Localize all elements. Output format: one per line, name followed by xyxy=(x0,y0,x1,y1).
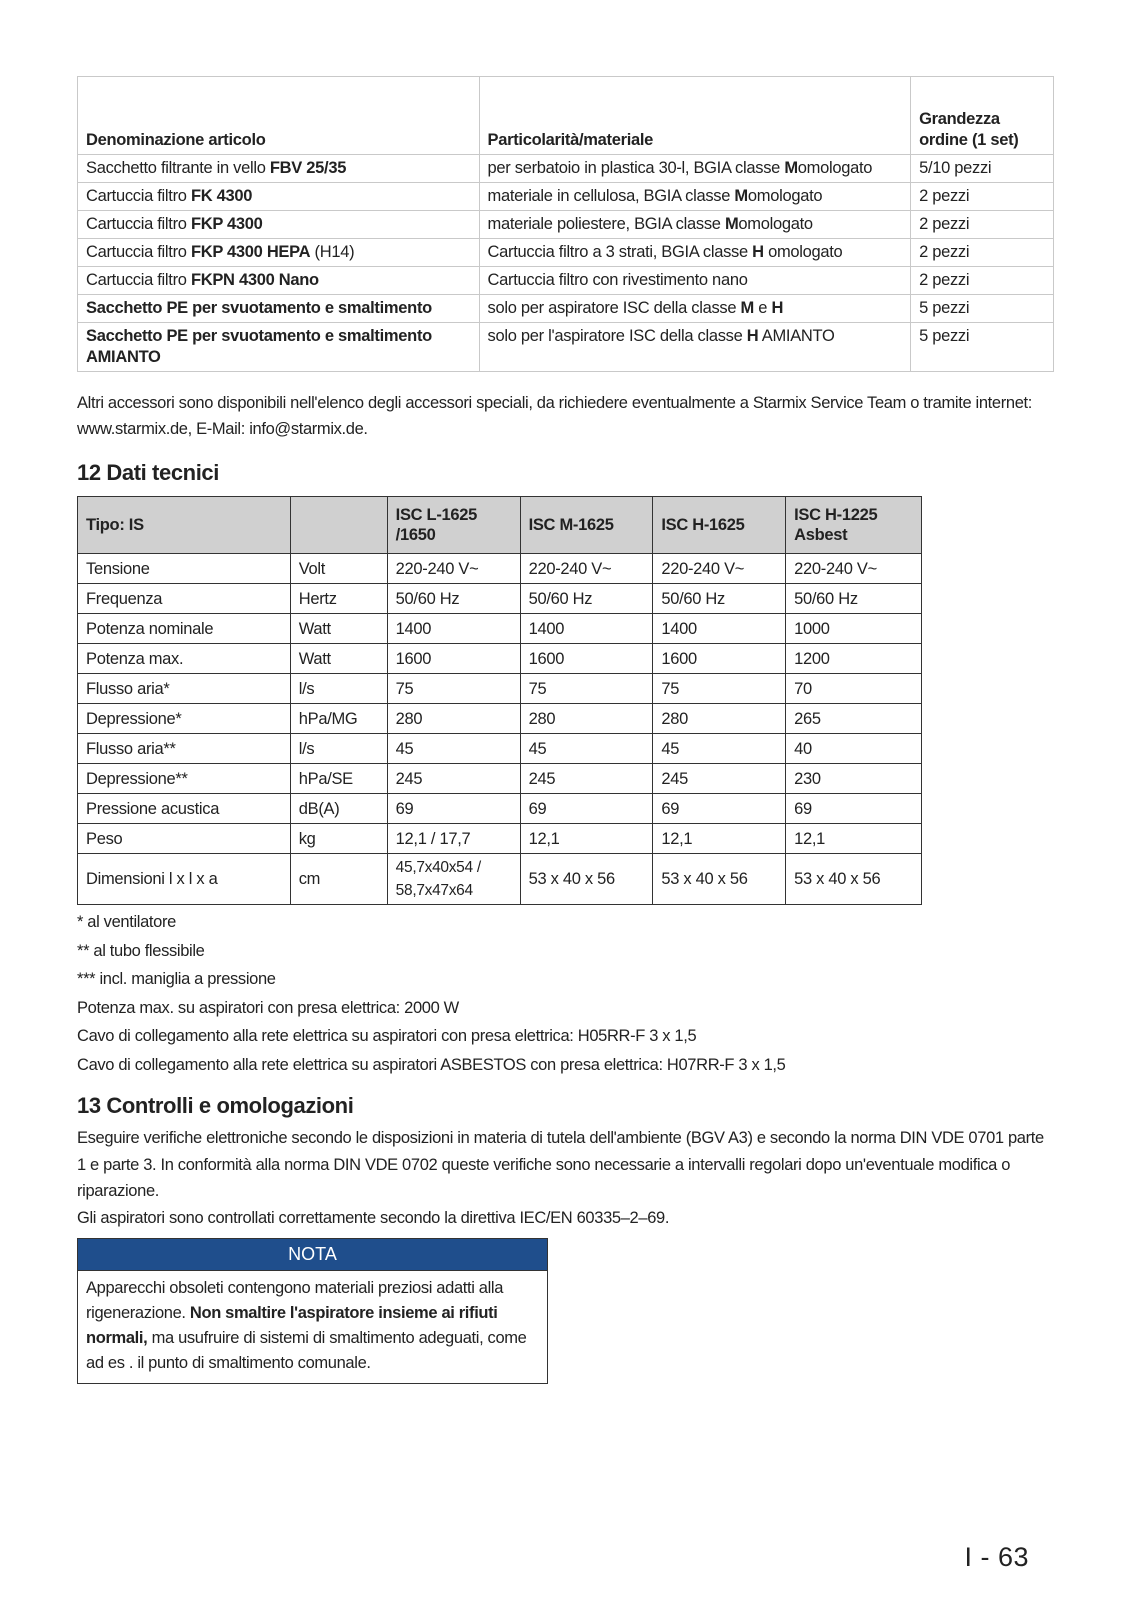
value-m1625-cell: 12,1 xyxy=(520,824,653,854)
value-l1625-cell: 69 xyxy=(387,794,520,824)
accessory-material-text: materiale in cellulosa, BGIA classe xyxy=(487,187,735,205)
accessory-name-code: FK 4300 xyxy=(190,187,253,205)
tech-row xyxy=(78,794,922,824)
param-unit-cell: hPa/MG xyxy=(290,704,387,734)
footnote-line: * al ventilatore xyxy=(77,913,176,931)
tech-row xyxy=(78,554,922,584)
value-h1625-cell: 1400 xyxy=(653,614,786,644)
param-unit-cell: dB(A) xyxy=(290,794,387,824)
accessory-material-joiner: e xyxy=(754,299,772,317)
accessory-name-cell xyxy=(78,155,480,183)
tech-row xyxy=(78,644,922,674)
section-12-title: 12 Dati tecnici xyxy=(77,460,219,485)
param-name-cell: Dimensioni l x l x a xyxy=(78,854,291,905)
accessory-quantity-cell: 2 pezzi xyxy=(911,267,1054,295)
accessory-material-class: M xyxy=(784,159,798,177)
accessory-row xyxy=(78,155,1054,183)
param-name-cell: Depressione* xyxy=(78,704,291,734)
tech-header-row xyxy=(78,497,922,554)
accessories-body xyxy=(78,155,1054,372)
tech-data-body xyxy=(78,554,922,905)
accessory-name-cell xyxy=(78,183,480,211)
param-unit-cell: l/s xyxy=(290,674,387,704)
value-h1225-cell: 265 xyxy=(786,704,922,734)
param-name-cell: Pressione acustica xyxy=(78,794,291,824)
accessory-name-suffix: (H14) xyxy=(310,243,355,261)
param-name-cell: Potenza max. xyxy=(78,644,291,674)
accessory-row xyxy=(78,211,1054,239)
accessory-material-class-2: H xyxy=(771,299,784,317)
accessory-material-suffix: omologato xyxy=(763,243,843,261)
param-name-cell: Potenza nominale xyxy=(78,614,291,644)
accessory-row xyxy=(78,267,1054,295)
value-h1625-cell: 45 xyxy=(653,734,786,764)
value-l1625-cell: 280 xyxy=(387,704,520,734)
accessory-row xyxy=(78,183,1054,211)
footnote-line: ** al tubo flessibile xyxy=(77,941,205,960)
header-tipo: Tipo: IS xyxy=(78,497,291,554)
accessory-name-prefix: Sacchetto filtrante in vello xyxy=(86,159,270,177)
page-number: I - 63 xyxy=(964,1542,1029,1572)
value-m1625-cell: 45 xyxy=(520,734,653,764)
section-13-paragraph-2: Gli aspiratori sono controllati correttamente secondo la direttiva IEC/EN 60335–2–69. xyxy=(77,1208,670,1227)
accessory-material-cell xyxy=(479,295,911,323)
accessory-material-text: solo per l'aspiratore ISC della classe xyxy=(487,327,747,345)
tech-row xyxy=(78,734,922,764)
nota-box xyxy=(77,1238,548,1384)
accessory-name-cell xyxy=(78,323,480,372)
tech-row xyxy=(78,704,922,734)
nota-body xyxy=(78,1271,547,1383)
value-h1225-cell: 230 xyxy=(786,764,922,794)
value-m1625-cell: 220-240 V~ xyxy=(520,554,653,584)
value-h1225-cell: 12,1 xyxy=(786,824,922,854)
accessory-material-class: M xyxy=(740,299,754,317)
value-l1625-cell: 45 xyxy=(387,734,520,764)
footnote-line: Potenza max. su aspiratori con presa elettrica: 2000 W xyxy=(77,998,459,1017)
accessory-name-prefix: Cartuccia filtro xyxy=(86,243,191,261)
accessory-material-cell xyxy=(479,211,911,239)
value-h1225-cell: 69 xyxy=(786,794,922,824)
accessory-material-text: materiale poliestere, BGIA classe xyxy=(487,215,725,233)
value-m1625-cell: 75 xyxy=(520,674,653,704)
value-h1225-cell: 53 x 40 x 56 xyxy=(786,854,922,905)
param-name-cell: Depressione** xyxy=(78,764,291,794)
accessory-name-cell xyxy=(78,295,480,323)
header-denominazione: Denominazione articolo xyxy=(78,77,480,155)
tech-data-table xyxy=(77,496,922,905)
accessory-material-text: Cartuccia filtro con rivestimento nano xyxy=(487,271,748,289)
accessory-quantity-cell: 5 pezzi xyxy=(911,323,1054,372)
param-unit-cell: cm xyxy=(290,854,387,905)
accessory-material-text: Cartuccia filtro a 3 strati, BGIA classe xyxy=(487,243,753,261)
header-model-h1625: ISC H-1625 xyxy=(653,497,786,554)
accessory-material-suffix: AMIANTO xyxy=(758,327,835,345)
accessory-material-suffix: omologato xyxy=(738,215,813,233)
value-l1625-cell: 50/60 Hz xyxy=(387,584,520,614)
accessory-material-text: per serbatoio in plastica 30-l, BGIA classe xyxy=(487,159,785,177)
header-model-l1625: ISC L-1625 /1650 xyxy=(387,497,520,554)
nota-text-pre: Apparecchi obsoleti contengono materiali preziosi adatti alla rigenerazione. xyxy=(86,1279,504,1322)
value-m1625-cell: 1400 xyxy=(520,614,653,644)
value-h1225-cell: 70 xyxy=(786,674,922,704)
header-model-h1225: ISC H-1225 Asbest xyxy=(786,497,922,554)
tech-row xyxy=(78,614,922,644)
param-unit-cell: l/s xyxy=(290,734,387,764)
accessory-material-suffix: omologato xyxy=(797,159,873,177)
accessory-quantity-cell: 2 pezzi xyxy=(911,211,1054,239)
value-m1625-cell: 53 x 40 x 56 xyxy=(520,854,653,905)
value-h1625-cell: 75 xyxy=(653,674,786,704)
footnote-line: Cavo di collegamento alla rete elettrica su aspiratori ASBESTOS con presa elettrica: H07RR-F 3 x 1,5 xyxy=(77,1055,786,1074)
tech-row xyxy=(78,674,922,704)
accessory-material-class: M xyxy=(724,215,739,233)
value-h1625-cell: 50/60 Hz xyxy=(653,584,786,614)
accessory-quantity-cell: 5 pezzi xyxy=(911,295,1054,323)
accessory-material-text: solo per aspiratore ISC della classe xyxy=(487,299,741,317)
value-h1625-cell: 280 xyxy=(653,704,786,734)
tech-footnotes xyxy=(77,908,1056,1079)
param-name-cell: Flusso aria** xyxy=(78,734,291,764)
param-name-cell: Frequenza xyxy=(78,584,291,614)
value-m1625-cell: 280 xyxy=(520,704,653,734)
accessory-name-prefix: Cartuccia filtro xyxy=(86,271,191,289)
value-h1225-cell: 1000 xyxy=(786,614,922,644)
value-h1625-cell: 69 xyxy=(653,794,786,824)
header-unit xyxy=(290,497,387,554)
footnote-line: Cavo di collegamento alla rete elettrica su aspiratori con presa elettrica: H05RR-F 3 x 1,5 xyxy=(77,1027,697,1045)
value-m1625-cell: 50/60 Hz xyxy=(520,584,653,614)
accessory-name-code: FBV 25/35 xyxy=(269,159,347,177)
accessory-name-prefix: Cartuccia filtro xyxy=(86,215,191,233)
accessory-row xyxy=(78,295,1054,323)
tech-row xyxy=(78,854,922,905)
value-m1625-cell: 1600 xyxy=(520,644,653,674)
accessory-material-cell xyxy=(479,323,911,372)
nota-text-bold: Non smaltire l'aspiratore insieme ai rifiuti normali, xyxy=(86,1304,498,1347)
accessory-material-cell xyxy=(479,267,911,295)
value-h1225-cell: 40 xyxy=(786,734,922,764)
accessory-quantity-cell: 2 pezzi xyxy=(911,183,1054,211)
value-l1625-cell: 245 xyxy=(387,764,520,794)
accessory-material-class: H xyxy=(752,243,764,261)
accessories-header-row xyxy=(78,77,1054,155)
nota-text-post: ma usufruire di sistemi di smaltimento adeguati, come ad es . il punto di smaltimento comunale. xyxy=(86,1329,527,1372)
param-name-cell: Peso xyxy=(78,824,291,854)
value-l1625-cell: 1400 xyxy=(387,614,520,644)
accessories-table xyxy=(77,76,1054,372)
accessory-material-class: M xyxy=(734,187,748,205)
section-13-title: 13 Controlli e omologazioni xyxy=(77,1093,354,1118)
param-unit-cell: kg xyxy=(290,824,387,854)
param-unit-cell: Hertz xyxy=(290,584,387,614)
value-h1625-cell: 220-240 V~ xyxy=(653,554,786,584)
accessory-row xyxy=(78,239,1054,267)
value-h1225-cell: 50/60 Hz xyxy=(786,584,922,614)
accessory-material-cell xyxy=(479,155,911,183)
param-name-cell: Flusso aria* xyxy=(78,674,291,704)
value-h1625-cell: 1600 xyxy=(653,644,786,674)
tech-row xyxy=(78,764,922,794)
tech-row xyxy=(78,584,922,614)
accessory-name-prefix: Cartuccia filtro xyxy=(86,187,191,205)
accessory-quantity-cell: 5/10 pezzi xyxy=(911,155,1054,183)
footnote-line: *** incl. maniglia a pressione xyxy=(77,970,276,988)
accessory-material-cell xyxy=(479,183,911,211)
accessory-quantity-cell: 2 pezzi xyxy=(911,239,1054,267)
accessory-name-cell xyxy=(78,211,480,239)
accessory-name-code: FKP 4300 HEPA xyxy=(190,243,311,261)
value-m1625-cell: 245 xyxy=(520,764,653,794)
param-unit-cell: hPa/SE xyxy=(290,764,387,794)
header-model-m1625: ISC M-1625 xyxy=(520,497,653,554)
page-content xyxy=(77,76,1056,1384)
value-h1625-cell: 12,1 xyxy=(653,824,786,854)
param-unit-cell: Volt xyxy=(290,554,387,584)
accessory-name-code: Sacchetto PE per svuotamento e smaltimento AMIANTO xyxy=(86,327,432,366)
nota-heading: NOTA xyxy=(78,1239,547,1271)
value-l1625-cell: 220-240 V~ xyxy=(387,554,520,584)
accessory-name-code: FKPN 4300 Nano xyxy=(190,271,319,289)
accessory-material-cell xyxy=(479,239,911,267)
accessories-note: Altri accessori sono disponibili nell'elenco degli accessori speciali, da richiedere eventualmente a Starmix Service Team o tramite internet: www.starmix.de, E-Mail: info@starmix.de. xyxy=(77,394,1032,438)
param-name-cell: Tensione xyxy=(78,554,291,584)
value-h1225-cell: 1200 xyxy=(786,644,922,674)
accessory-row xyxy=(78,323,1054,372)
value-h1625-cell: 53 x 40 x 56 xyxy=(653,854,786,905)
accessory-name-code: FKP 4300 xyxy=(190,215,263,233)
header-grandezza: Grandezza ordine (1 set) xyxy=(911,77,1054,155)
value-m1625-cell: 69 xyxy=(520,794,653,824)
header-particolarita: Particolarità/materiale xyxy=(479,77,911,155)
tech-row xyxy=(78,824,922,854)
section-13-paragraph-1: Eseguire verifiche elettroniche secondo le disposizioni in materia di tutela dell'ambiente (BGV A3) e secondo la norma DIN VDE 0701 parte 1 e parte 3. In conformità alla norma DIN VDE 0702 queste verifiche sono necessarie a intervalli regolari dopo un'eventuale modifica o riparazione. xyxy=(77,1129,1044,1200)
accessory-material-suffix: omologato xyxy=(747,187,823,205)
value-l1625-cell: 12,1 / 17,7 xyxy=(387,824,520,854)
param-unit-cell: Watt xyxy=(290,644,387,674)
accessory-name-cell xyxy=(78,239,480,267)
value-h1225-cell: 220-240 V~ xyxy=(786,554,922,584)
value-l1625-cell: 75 xyxy=(387,674,520,704)
value-l1625-cell: 1600 xyxy=(387,644,520,674)
accessory-material-class: H xyxy=(746,327,759,345)
accessory-name-code: Sacchetto PE per svuotamento e smaltimento xyxy=(86,299,432,317)
value-l1625-cell: 45,7x40x54 / 58,7x47x64 xyxy=(387,854,520,905)
value-h1625-cell: 245 xyxy=(653,764,786,794)
accessory-name-cell xyxy=(78,267,480,295)
param-unit-cell: Watt xyxy=(290,614,387,644)
